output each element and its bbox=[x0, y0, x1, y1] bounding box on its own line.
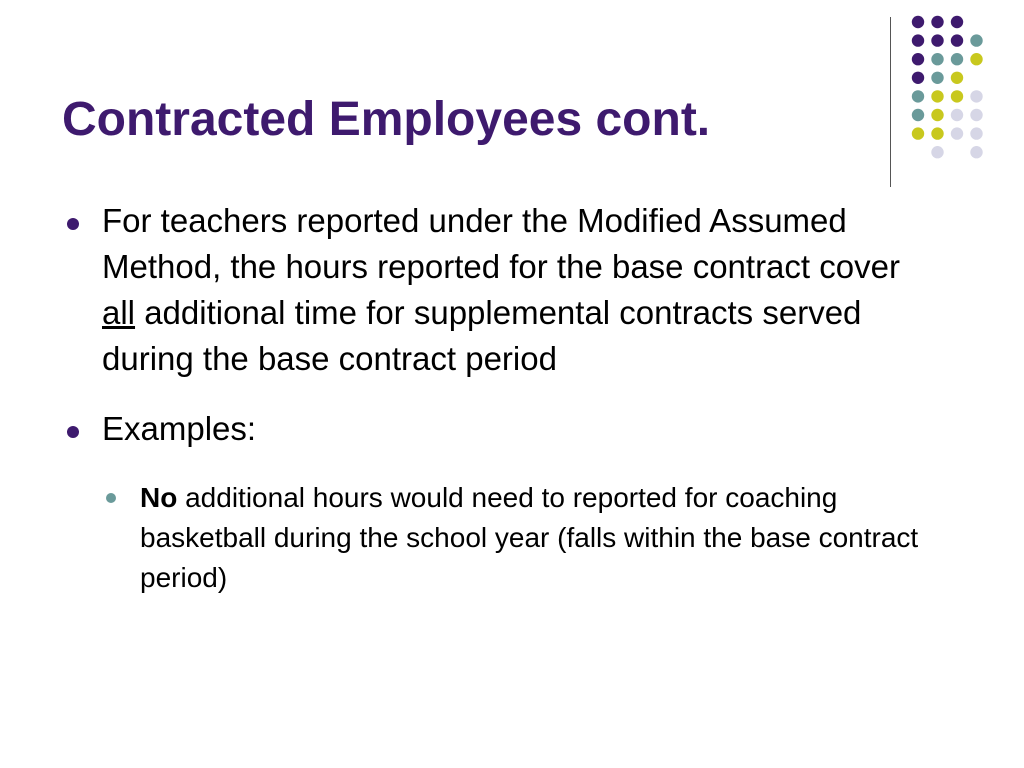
sub-bullet-body: additional hours would need to reported for coaching basketball during the school year (falls within the base contract period) bbox=[140, 482, 919, 593]
decorative-dot-lavender bbox=[951, 127, 963, 139]
slide-title: Contracted Employees cont. bbox=[62, 93, 711, 146]
decorative-dot-lavender bbox=[970, 90, 982, 102]
decorative-dot-purple bbox=[912, 53, 924, 65]
decorative-dot-purple bbox=[912, 34, 924, 46]
decorative-dot-lavender bbox=[970, 109, 982, 121]
decorative-dot-teal bbox=[970, 34, 982, 46]
decorative-dot-purple bbox=[951, 16, 963, 28]
title-divider-line bbox=[890, 17, 891, 187]
decorative-dot-lavender bbox=[931, 146, 943, 158]
bullet-dot-icon bbox=[67, 218, 79, 230]
decorative-dot-yellow bbox=[970, 53, 982, 65]
decorative-dot-lavender bbox=[970, 146, 982, 158]
decorative-dot-grid bbox=[902, 12, 1012, 172]
decorative-dot-yellow bbox=[931, 127, 943, 139]
bullet-dot-icon bbox=[67, 426, 79, 438]
decorative-dot-teal bbox=[912, 109, 924, 121]
decorative-dot-purple bbox=[951, 34, 963, 46]
bullet-list bbox=[62, 198, 962, 622]
sub-bullet-item bbox=[102, 478, 962, 598]
bullet-item-modified-assumed bbox=[62, 198, 962, 382]
decorative-dot-purple bbox=[912, 16, 924, 28]
decorative-dot-yellow bbox=[931, 109, 943, 121]
sub-bullet-list bbox=[102, 478, 962, 598]
decorative-dot-yellow bbox=[951, 72, 963, 84]
decorative-dot-lavender bbox=[970, 127, 982, 139]
bold-lead-word: No bbox=[140, 482, 178, 513]
bullet-text-part-1: For teachers reported under the Modified Assumed Method, the hours reported for the base contract cover bbox=[102, 202, 900, 285]
decorative-dot-purple bbox=[931, 34, 943, 46]
bullet-text bbox=[102, 198, 942, 382]
bullet-item-examples bbox=[62, 406, 962, 598]
decorative-dot-yellow bbox=[951, 90, 963, 102]
decorative-dot-lavender bbox=[951, 109, 963, 121]
sub-bullet-dot-icon bbox=[106, 493, 116, 503]
sub-bullet-text bbox=[140, 478, 940, 598]
decorative-dot-yellow bbox=[931, 90, 943, 102]
decorative-dot-teal bbox=[912, 90, 924, 102]
bullet-text-part-2: additional time for supplemental contracts served during the base contract period bbox=[102, 294, 862, 377]
decorative-dot-purple bbox=[912, 72, 924, 84]
decorative-dot-yellow bbox=[912, 127, 924, 139]
underlined-word: all bbox=[102, 294, 136, 331]
bullet-text: Examples: bbox=[102, 410, 257, 447]
decorative-dot-teal bbox=[931, 72, 943, 84]
decorative-dot-teal bbox=[951, 53, 963, 65]
decorative-dot-teal bbox=[931, 53, 943, 65]
decorative-dot-purple bbox=[931, 16, 943, 28]
